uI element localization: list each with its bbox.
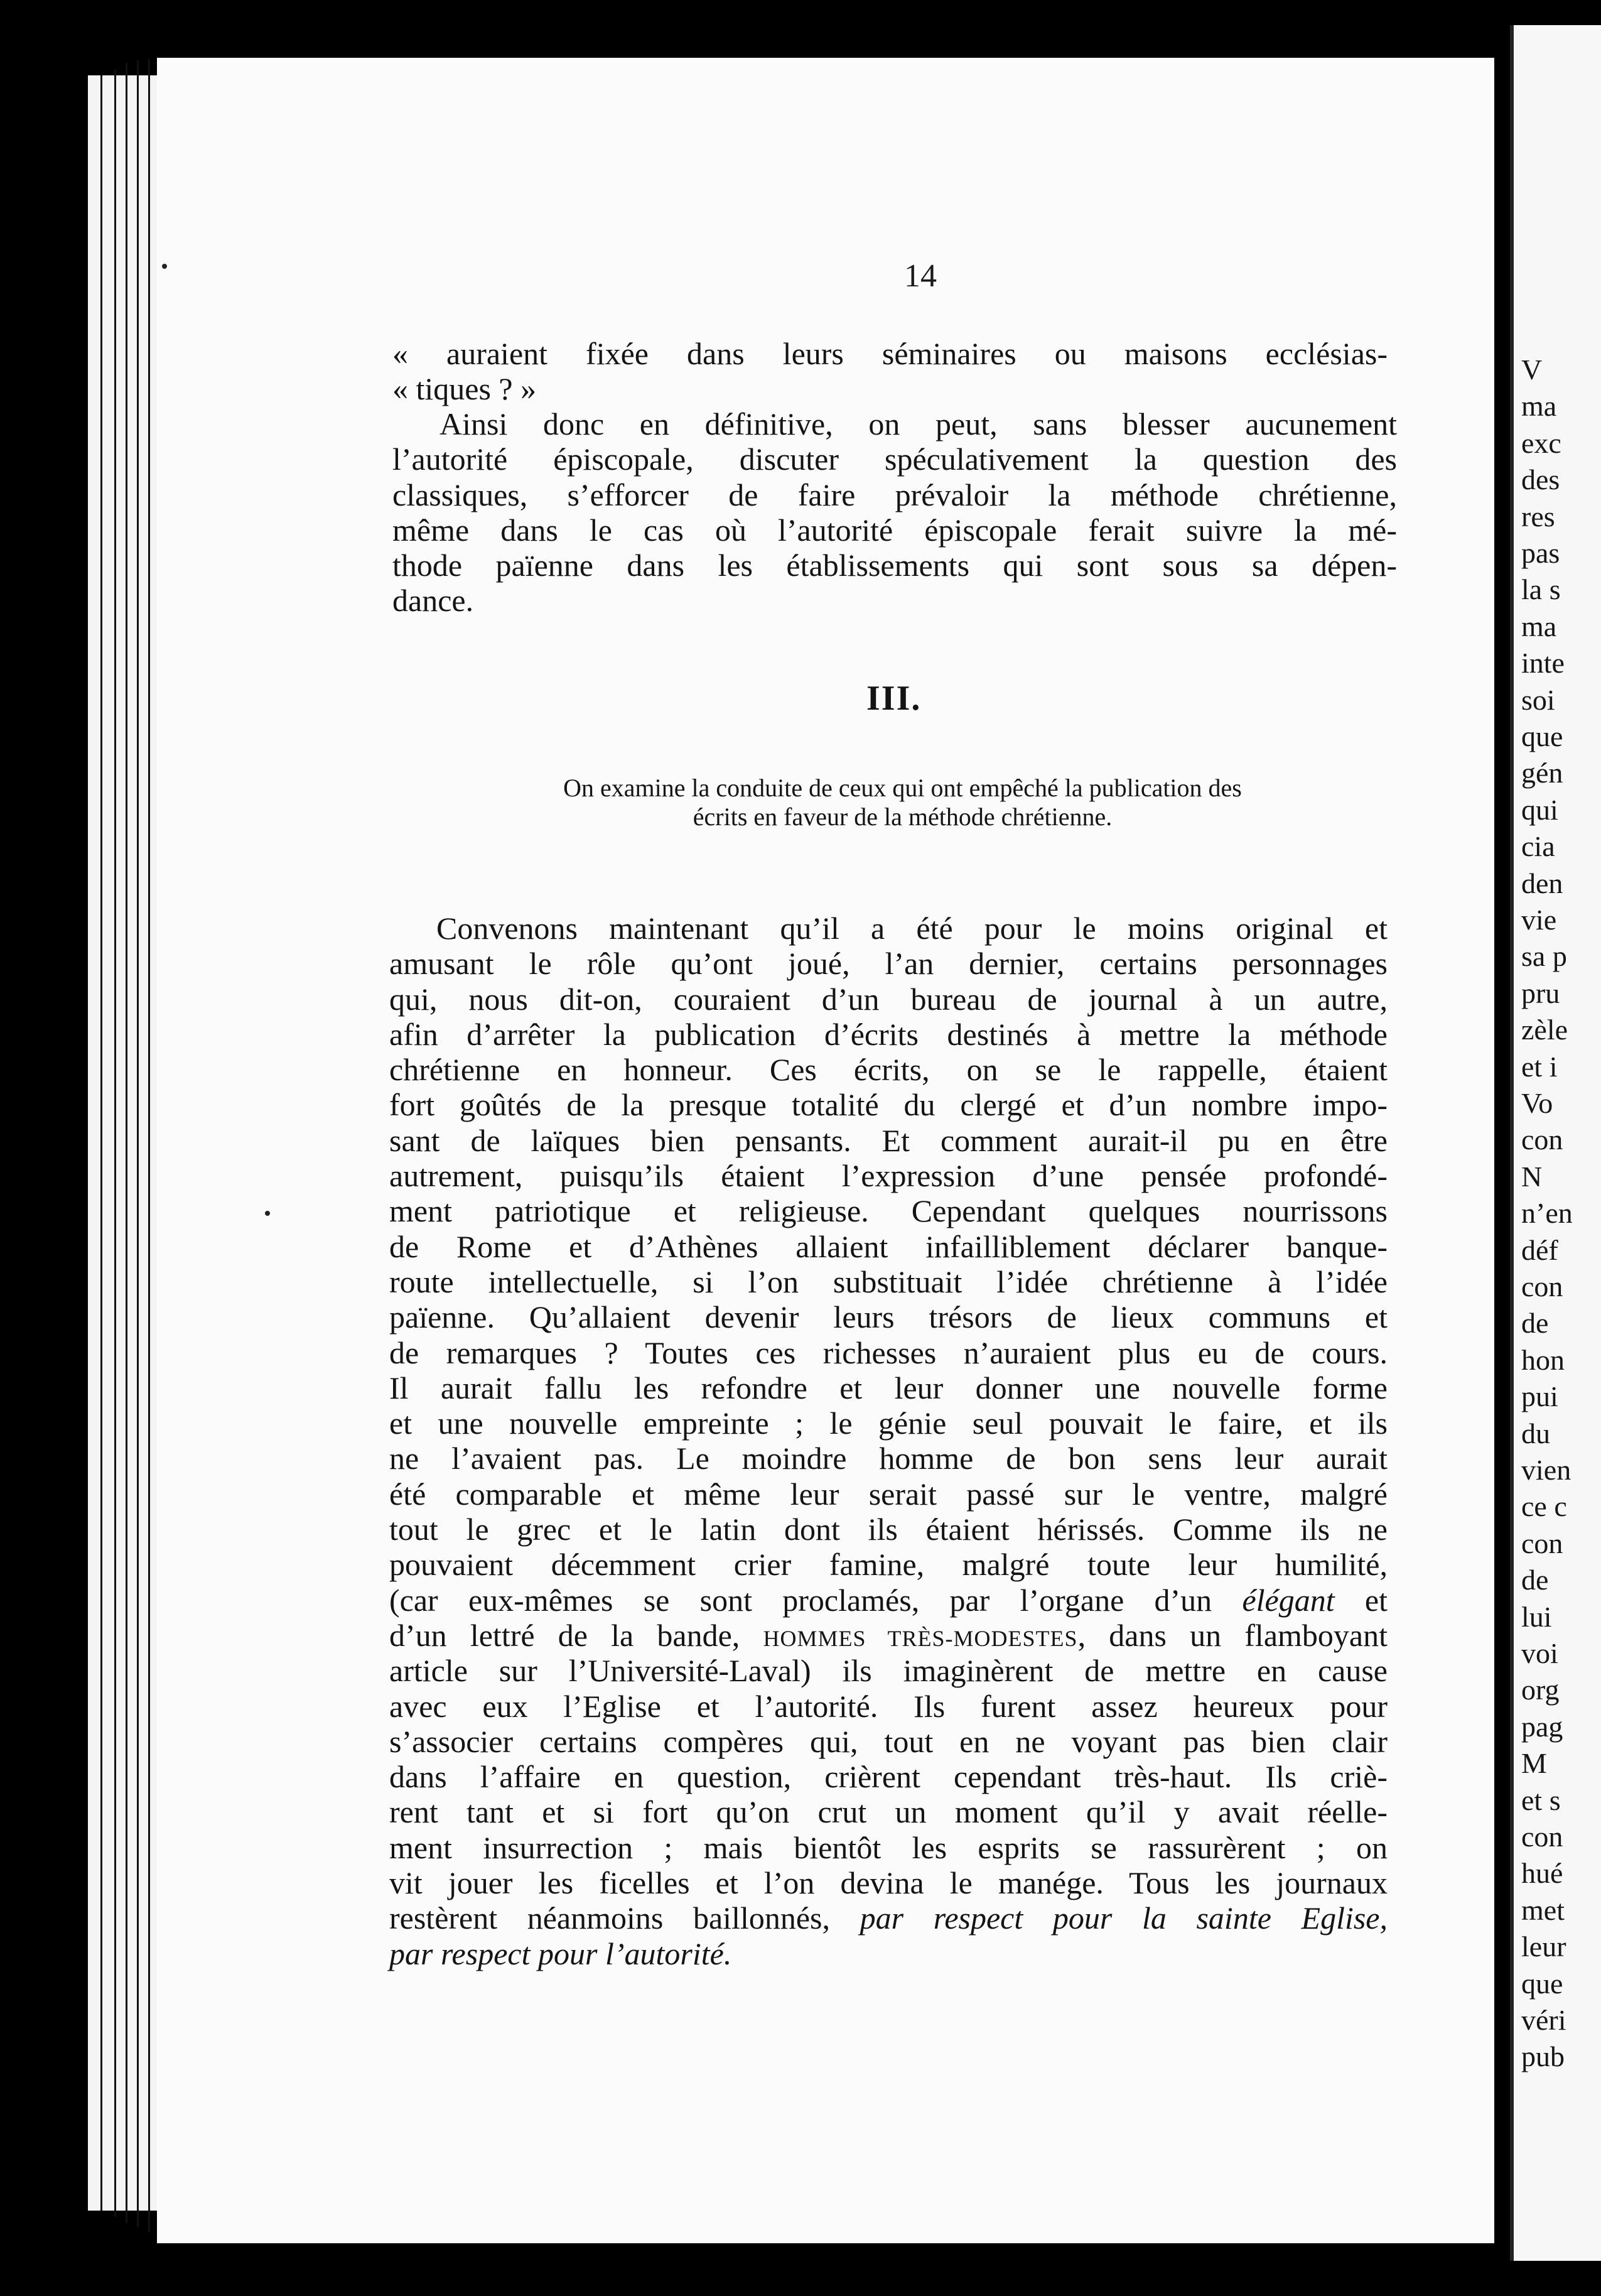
page-number: 14 xyxy=(904,258,937,294)
summary-line: écrits en faveur de la méthode chrétienne. xyxy=(693,803,1113,831)
facing-page-fragment: lui xyxy=(1521,1600,1552,1633)
facing-page-fragment: zèle xyxy=(1521,1014,1568,1046)
summary-line: On examine la conduite de ceux qui ont empêché la publication des xyxy=(563,774,1242,802)
text-line: « auraient fixée dans leurs séminaires ou maisons ecclésias- xyxy=(392,336,1388,371)
facing-page-fragment: hon xyxy=(1521,1343,1565,1376)
page-edge-line xyxy=(100,75,102,2211)
text-line: « tiques ? » xyxy=(392,371,537,407)
text-line: Convenons maintenant qu’il a été pour le moins original et xyxy=(436,911,1388,946)
facing-page xyxy=(1510,25,1601,2261)
paragraph-ainsi xyxy=(392,406,1397,619)
text-line: été comparable et même leur serait passé sur le ventre, malgré xyxy=(389,1476,1388,1512)
facing-page-fragment: hué xyxy=(1521,1857,1563,1890)
facing-page-fragment: org xyxy=(1521,1674,1560,1706)
facing-page-fragment: den xyxy=(1521,867,1563,899)
text-line: (car eux-mêmes se sont proclamés, par l’organe d’un élégant et xyxy=(389,1582,1388,1618)
paragraph-quote-end xyxy=(392,336,1388,407)
text-line: sant de laïques bien pensants. Et comment aurait-il pu en être xyxy=(389,1122,1388,1158)
facing-page-fragment: et s xyxy=(1521,1784,1561,1816)
text-line xyxy=(389,1936,1388,1971)
facing-page-fragment: de xyxy=(1521,1307,1549,1340)
text-line: ne l’avaient pas. Le moindre homme de bon sens leur aurait xyxy=(389,1441,1388,1476)
text-line: restèrent néanmoins baillonnés, par respect pour la sainte Eglise, xyxy=(389,1900,1388,1936)
text-line: rent tant et si fort qu’on crut un moment qu’il y avait réelle- xyxy=(389,1794,1388,1830)
text-line: autrement, puisqu’ils étaient l’expression d’une pensée profondé- xyxy=(389,1158,1388,1194)
facing-page-fragment: N xyxy=(1521,1160,1543,1193)
page-mark xyxy=(265,1211,270,1216)
text-line: avec eux l’Eglise et l’autorité. Ils furent assez heureux pour xyxy=(389,1688,1388,1724)
facing-page-fragment: V xyxy=(1521,354,1543,386)
text-line: de Rome et d’Athènes allaient infailliblement déclarer banque- xyxy=(389,1228,1388,1264)
facing-page-fragment: et i xyxy=(1521,1050,1558,1083)
text-line: dans l’affaire en question, crièrent cependant très-haut. Ils criè- xyxy=(389,1759,1388,1795)
facing-page-fragment: pub xyxy=(1521,2040,1565,2073)
facing-page-fragment: que xyxy=(1521,1967,1563,2000)
text-line: classiques, s’efforcer de faire prévaloir la méthode chrétienne, xyxy=(392,477,1397,512)
text-line: ment insurrection ; mais bientôt les esprits se rassurèrent ; on xyxy=(389,1829,1388,1865)
facing-page-fragment: Vo xyxy=(1521,1087,1553,1119)
text-line: route intellectuelle, si l’on substituait l’idée chrétienne à l’idée xyxy=(389,1264,1388,1299)
text-line: chrétienne en honneur. Ces écrits, on se le rappelle, étaient xyxy=(389,1052,1388,1088)
text-line: païenne. Qu’allaient devenir leurs trésors de lieux communs et xyxy=(389,1299,1388,1335)
text-line: Il aurait fallu les refondre et leur donner une nouvelle forme xyxy=(389,1370,1388,1405)
text-line: Ainsi donc en définitive, on peut, sans blesser aucunement xyxy=(439,406,1397,441)
page-edge-line xyxy=(114,69,116,2217)
facing-page-fragment: ce c xyxy=(1521,1490,1567,1523)
facing-page-fragment: vie xyxy=(1521,904,1557,936)
paragraph-main xyxy=(389,911,1388,1971)
text-line: de remarques ? Toutes ces richesses n’auraient plus eu de cours. xyxy=(389,1335,1388,1370)
text-line: article sur l’Université-Laval) ils imaginèrent de mettre en cause xyxy=(389,1653,1388,1689)
text-line: d’un lettré de la bande, HOMMES TRÈS-MODESTES, dans un flamboyant xyxy=(389,1617,1388,1653)
text-line: dance. xyxy=(392,583,474,619)
facing-page-fragment: leur xyxy=(1521,1930,1566,1963)
text-line: qui, nous dit-on, couraient d’un bureau de journal à un autre, xyxy=(389,981,1388,1017)
facing-page-fragment: ma xyxy=(1521,610,1557,642)
facing-page-fragment: gén xyxy=(1521,757,1563,789)
small-caps-text: HOMMES TRÈS-MODESTES xyxy=(763,1625,1078,1651)
facing-page-fragment: n’en xyxy=(1521,1197,1573,1230)
facing-page-fragment: con xyxy=(1521,1270,1563,1302)
facing-page-fragment: pru xyxy=(1521,977,1560,1009)
italic-text: par respect pour la sainte Eglise, xyxy=(860,1900,1388,1936)
text-line: et une nouvelle empreinte ; le génie seul pouvait le faire, et ils xyxy=(389,1405,1388,1441)
italic-text: par respect pour l’autorité. xyxy=(389,1936,732,1971)
page-mark xyxy=(162,264,167,269)
facing-page-fragment: déf xyxy=(1521,1233,1558,1266)
facing-page-fragment: M xyxy=(1521,1747,1547,1780)
text-line: s’associer certains compères qui, tout en ne voyant pas bien clair xyxy=(389,1723,1388,1759)
page-edge-line xyxy=(148,59,150,2232)
facing-page-fragment: de xyxy=(1521,1564,1549,1596)
section-summary xyxy=(449,774,1356,831)
facing-page-fragment: pas xyxy=(1521,537,1560,569)
facing-page-fragment: véri xyxy=(1521,2004,1566,2036)
facing-page-fragment: pag xyxy=(1521,1710,1563,1743)
facing-page-fragment: soi xyxy=(1521,683,1555,716)
page-edge-line xyxy=(126,63,127,2223)
facing-page-fragment: con xyxy=(1521,1527,1563,1559)
facing-page-fragment: ma xyxy=(1521,390,1557,423)
text-line: fort goûtés de la presque totalité du clergé et d’un nombre impo- xyxy=(389,1087,1388,1123)
facing-page-fragment: inte xyxy=(1521,647,1565,680)
text-line: pouvaient décemment crier famine, malgré toute leur humilité, xyxy=(389,1547,1388,1583)
facing-page-fragment: du xyxy=(1521,1417,1550,1449)
facing-page-fragment: res xyxy=(1521,500,1555,533)
text-line: même dans le cas où l’autorité épiscopale ferait suivre la mé- xyxy=(392,512,1397,548)
facing-page-fragment: con xyxy=(1521,1124,1563,1156)
text-line: l’autorité épiscopale, discuter spéculativement la question des xyxy=(392,441,1397,477)
page-edge-line xyxy=(137,60,139,2227)
facing-page-fragment: vien xyxy=(1521,1454,1571,1486)
facing-page-fragment: cia xyxy=(1521,830,1555,863)
facing-page-fragment: des xyxy=(1521,463,1560,496)
facing-page-fragment: que xyxy=(1521,720,1563,752)
text-line: amusant le rôle qu’ont joué, l’an dernier, certains personnages xyxy=(389,946,1388,982)
facing-page-fragment: qui xyxy=(1521,793,1558,826)
facing-page-fragment: con xyxy=(1521,1821,1563,1853)
facing-page-fragment: exc xyxy=(1521,426,1561,459)
facing-page-fragment: met xyxy=(1521,1893,1565,1926)
text-line: ment patriotique et religieuse. Cependant quelques nourrissons xyxy=(389,1193,1388,1229)
text-line: tout le grec et le latin dont ils étaient hérissés. Comme ils ne xyxy=(389,1512,1388,1547)
facing-page-fragment: voi xyxy=(1521,1637,1558,1669)
section-heading: III. xyxy=(866,679,922,718)
facing-page-fragment: pui xyxy=(1521,1380,1558,1413)
facing-page-fragment: sa p xyxy=(1521,940,1567,973)
facing-page-fragment: la s xyxy=(1521,573,1561,606)
text-line: thode païenne dans les établissements qui sont sous sa dépen- xyxy=(392,548,1397,583)
text-line: afin d’arrêter la publication d’écrits destinés à mettre la méthode xyxy=(389,1016,1388,1052)
italic-text: élégant xyxy=(1242,1582,1335,1618)
text-line: vit jouer les ficelles et l’on devina le manége. Tous les journaux xyxy=(389,1865,1388,1901)
